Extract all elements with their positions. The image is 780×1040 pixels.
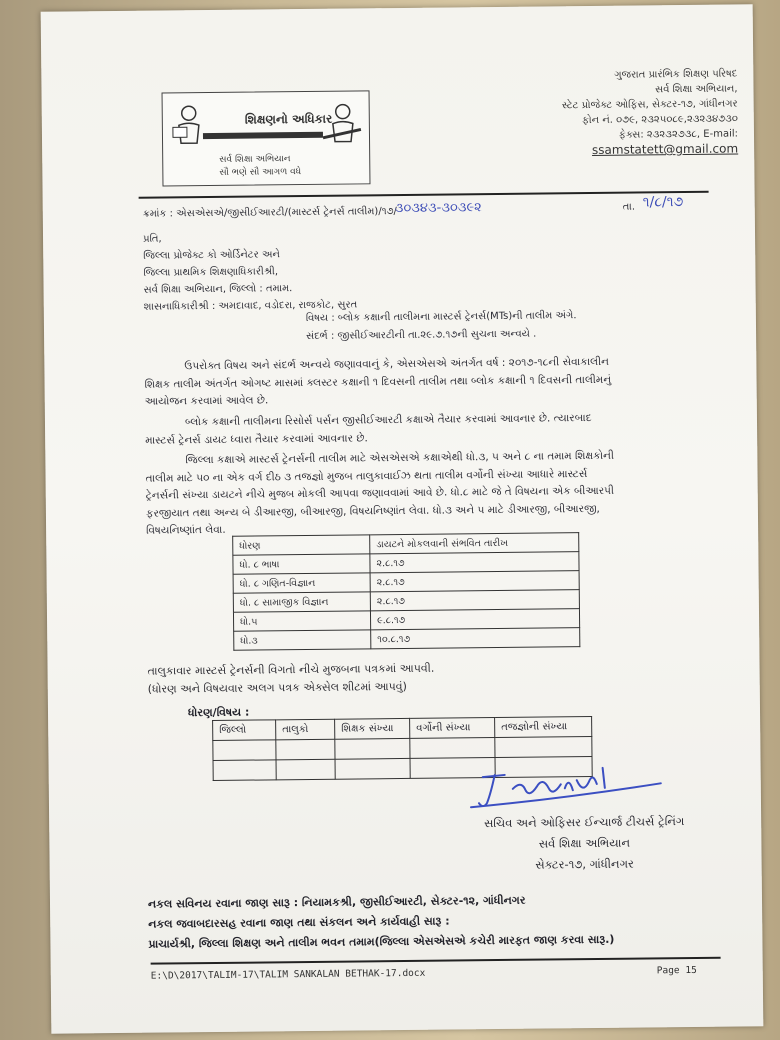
- page-number: Page 15: [656, 964, 697, 977]
- reference-label: ક્રમાંક : એસએસએ/જીસીઈઆરટી/(માસ્ટર્સ ટ્રેનર્સ તાલીમ)/૧૭/: [142, 206, 397, 220]
- paragraph-line: આયોજન કરવામાં આવેલ છે.: [144, 394, 269, 408]
- paragraph-intro: [144, 353, 665, 411]
- address-line: ફોન નં. ૦૭૯, ૨૩૨૫૦૮૯,૨૩૨૩૪૭૩૦: [581, 113, 738, 127]
- logo-box: [162, 90, 371, 186]
- address-line: સ્ટેટ પ્રોજેક્ટ ઓફિસ, સેક્ટર-૧૭, ગાંધીનગર: [561, 98, 738, 112]
- child-reading-icon: [169, 103, 209, 147]
- instruction-line: તાલુકાવાર માસ્ટર્સ ટ્રેનર્સની વિગતો નીચે મુજબના પત્રકમાં આપવી.: [147, 661, 435, 678]
- recipient-line: સર્વ શિક્ષા અભિયાન, જિલ્લો : તમામ.: [143, 283, 293, 296]
- paragraph-line: વિષયનિષ્ણાંત લેવા.: [146, 523, 226, 537]
- footer-divider: [151, 957, 721, 965]
- grade-cell: ધો. ૮ ગણિત-વિજ્ઞાન: [233, 573, 370, 593]
- grade-cell: ધો.૩: [234, 630, 371, 650]
- grade-cell: ધો. ૮ ભાષા: [233, 554, 370, 574]
- email-link[interactable]: ssamstatett@gmail.com: [591, 141, 739, 157]
- subject-line: વિષય : બ્લોક કક્ષાની તાલીમના માસ્ટર્સ ટ્રેનર્સ(MTs)ની તાલીમ અંગે.: [305, 310, 577, 324]
- header-divider: [139, 191, 709, 199]
- paragraph-line: તાલીમ માટે ૫૦ ના એક વર્ગ દીઠ ૩ તજજ્ઞો મુજબ તાલુકાવાઈઝ થતા તાલીમ વર્ગોની સંખ્યા આધારે માસ્ટર્સ: [145, 467, 588, 485]
- table-cell: [495, 737, 592, 758]
- table-cell: [213, 740, 276, 761]
- table-header-cell: જિલ્લો: [213, 720, 276, 741]
- file-path: E:\D\2017\TALIM-17\TALIM SANKALAN BETHAK-17.docx: [150, 967, 426, 982]
- instruction-note: (ધોરણ અને વિષયવાર અલગ પત્રક એક્સેલ શીટમાં આપવું): [147, 679, 407, 696]
- address-line: ફેક્સ: ૨૩૨૩૨૭૩૮, E-mail:: [618, 128, 739, 141]
- date-cell: ૨.૮.૧૭: [370, 552, 579, 573]
- table-cell: [335, 738, 410, 759]
- recipient-line: શાસનાધિકારીશ્રી : અમદાવાદ, વડોદરા, રાજકોટ, સુરત: [143, 299, 358, 313]
- paragraph-line: ટ્રેનર્સની સંખ્યા ડાયટને નીચે મુજબ મોકલી આપવા જણાવવામાં આવે છે. ધો.૮ માટે જે તે વિષયના એક બીઆરપી: [145, 484, 615, 502]
- signature-line: સેક્ટર-૧૭, ગાંધીનગર: [535, 856, 634, 872]
- grade-cell: ધો. ૮ સામાજીક વિજ્ઞાન: [233, 592, 370, 612]
- paragraph-line: બ્લોક કક્ષાની તાલીમના રિસોર્સ પર્સન જીસીઈઆરટી કક્ષાએ તૈયાર કરવામાં આવનાર છે. ત્યારબાદ: [184, 412, 592, 429]
- copy-line: નકલ જવાબદારસહ રવાના જાણ તથા સંકલન અને કાર્યવાહી સારૂ :: [148, 914, 450, 931]
- paragraph-line: માસ્ટર્સ ટ્રેનર્સ ડાયટ ધ્વારા તૈયાર કરવામાં આવનાર છે.: [145, 431, 368, 447]
- paragraph-resource: [145, 409, 665, 449]
- table-header-cell: વર્ગોની સંખ્યા: [410, 718, 495, 739]
- copy-line: નકલ સવિનય રવાના જાણ સારૂ : નિયામકશ્રી, જીસીઈઆરટી, સેક્ટર-૧૨, ગાંધીનગર: [147, 893, 526, 911]
- copy-to-section: [148, 888, 749, 954]
- schedule-table: [232, 532, 580, 651]
- recipient-line: જિલ્લા પ્રોજેક્ટ કો ઓર્ડિનેટર અને: [143, 249, 280, 262]
- address-line: ગુજરાત પ્રારંભિક શિક્ષણ પરિષદ: [614, 68, 738, 81]
- pencil-bar: [203, 132, 323, 139]
- table-header-cell: શિક્ષક સંખ્યા: [335, 718, 410, 739]
- paragraph-line: ફરજીયાત તથા અન્ય બે ડીઆરજી, બીઆરજી, વિષયનિષ્ણાંત લેવા. ધો.૩ અને ૫ માટે ડીઆરજી, બીઆરજી,: [145, 502, 600, 520]
- paragraph-line: જિલ્લા કક્ષાએ માસ્ટર્સ ટ્રેનર્સની તાલીમ માટે એસએસએ કક્ષાએથી ધો.૩, ૫ અને ૮ ના તમામ શિક્ષકોની: [185, 449, 615, 467]
- copy-line: પ્રાચાર્યશ્રી, જિલ્લા શિક્ષણ અને તાલીમ ભવન તમામ(જિલ્લા એસએસએ કચેરી મારફત જાણ કરવા સારૂ.): [148, 932, 615, 951]
- signature-line: સચિવ અને ઓફિસર ઈન્ચાર્જ ટીચર્સ ટ્રેનિંગ: [483, 814, 685, 831]
- paragraph-line: શિક્ષક તાલીમ અંતર્ગત ઓગષ્ટ માસમાં ક્લસ્ટર કક્ષાની ૧ દિવસની તાલીમ તથા બ્લોક કક્ષાની ૧ દિવસની તાલીમનું: [144, 373, 612, 391]
- table-cell: [276, 759, 335, 780]
- table-cell: [410, 738, 495, 759]
- table-header-cell: ડાયટને મોકલવાની સંભવિત તારીખ: [370, 533, 579, 554]
- table-cell: [213, 760, 276, 781]
- address-line: સર્વ શિક્ષા અભિયાન,: [655, 83, 738, 96]
- paragraph-line: ઉપરોક્ત વિષય અને સંદર્ભ અન્વયે જણાવવાનું કે, એસએસએ અંતર્ગત વર્ષ : ૨૦૧૭-૧૮ની સેવાકાલીન: [184, 355, 609, 373]
- signature-block: [469, 811, 700, 876]
- handwritten-signature: [465, 757, 666, 815]
- date-cell: ૯.૮.૧૭: [370, 609, 579, 630]
- date-label: તા.: [622, 201, 636, 213]
- recipients: [143, 228, 357, 315]
- office-address: [561, 66, 738, 158]
- table-row: [234, 628, 580, 651]
- document-page: [41, 4, 764, 1033]
- table-cell: [335, 758, 410, 779]
- grade-cell: ધો.૫: [233, 611, 370, 631]
- date-handwritten: ૧/૮/૧૭: [642, 194, 684, 211]
- paragraph-instructions: [145, 447, 666, 540]
- logo-title: શિક્ષણનો અધિકાર: [244, 111, 333, 127]
- reference-line: સંદર્ભ : જીસીઈઆરટીની તા.૨૯.૭.૧૭ની સુચના અન્વયે .: [306, 328, 537, 342]
- date-cell: ૨.૮.૧૭: [370, 571, 579, 592]
- table-cell: [276, 739, 335, 760]
- table-header-cell: તાલુકો: [276, 719, 335, 740]
- logo-tagline: સૌ ભણે સૌ આગળ વધે: [219, 167, 302, 178]
- recipient-line: જિલ્લા પ્રાથમિક શિક્ષણાધિકારીશ્રી,: [143, 266, 279, 279]
- logo-subtitle: સર્વ શિક્ષા અભિયાન: [219, 154, 291, 165]
- grade-subject-label: ધોરણ/વિષય :: [187, 705, 250, 720]
- date-cell: ૨.૮.૧૭: [370, 590, 579, 611]
- recipient-line: પ્રતિ,: [142, 233, 162, 245]
- signature-line: સર્વ શિક્ષા અભિયાન: [538, 835, 631, 851]
- table-header-cell: તજજ્ઞોની સંખ્યા: [495, 717, 592, 738]
- table-header-cell: ધોરણ: [233, 535, 370, 555]
- reference-number-handwritten: ૩૦૩૪૩-૩૦૩૯૨: [394, 200, 482, 217]
- date-cell: ૧૦.૮.૧૭: [371, 628, 580, 649]
